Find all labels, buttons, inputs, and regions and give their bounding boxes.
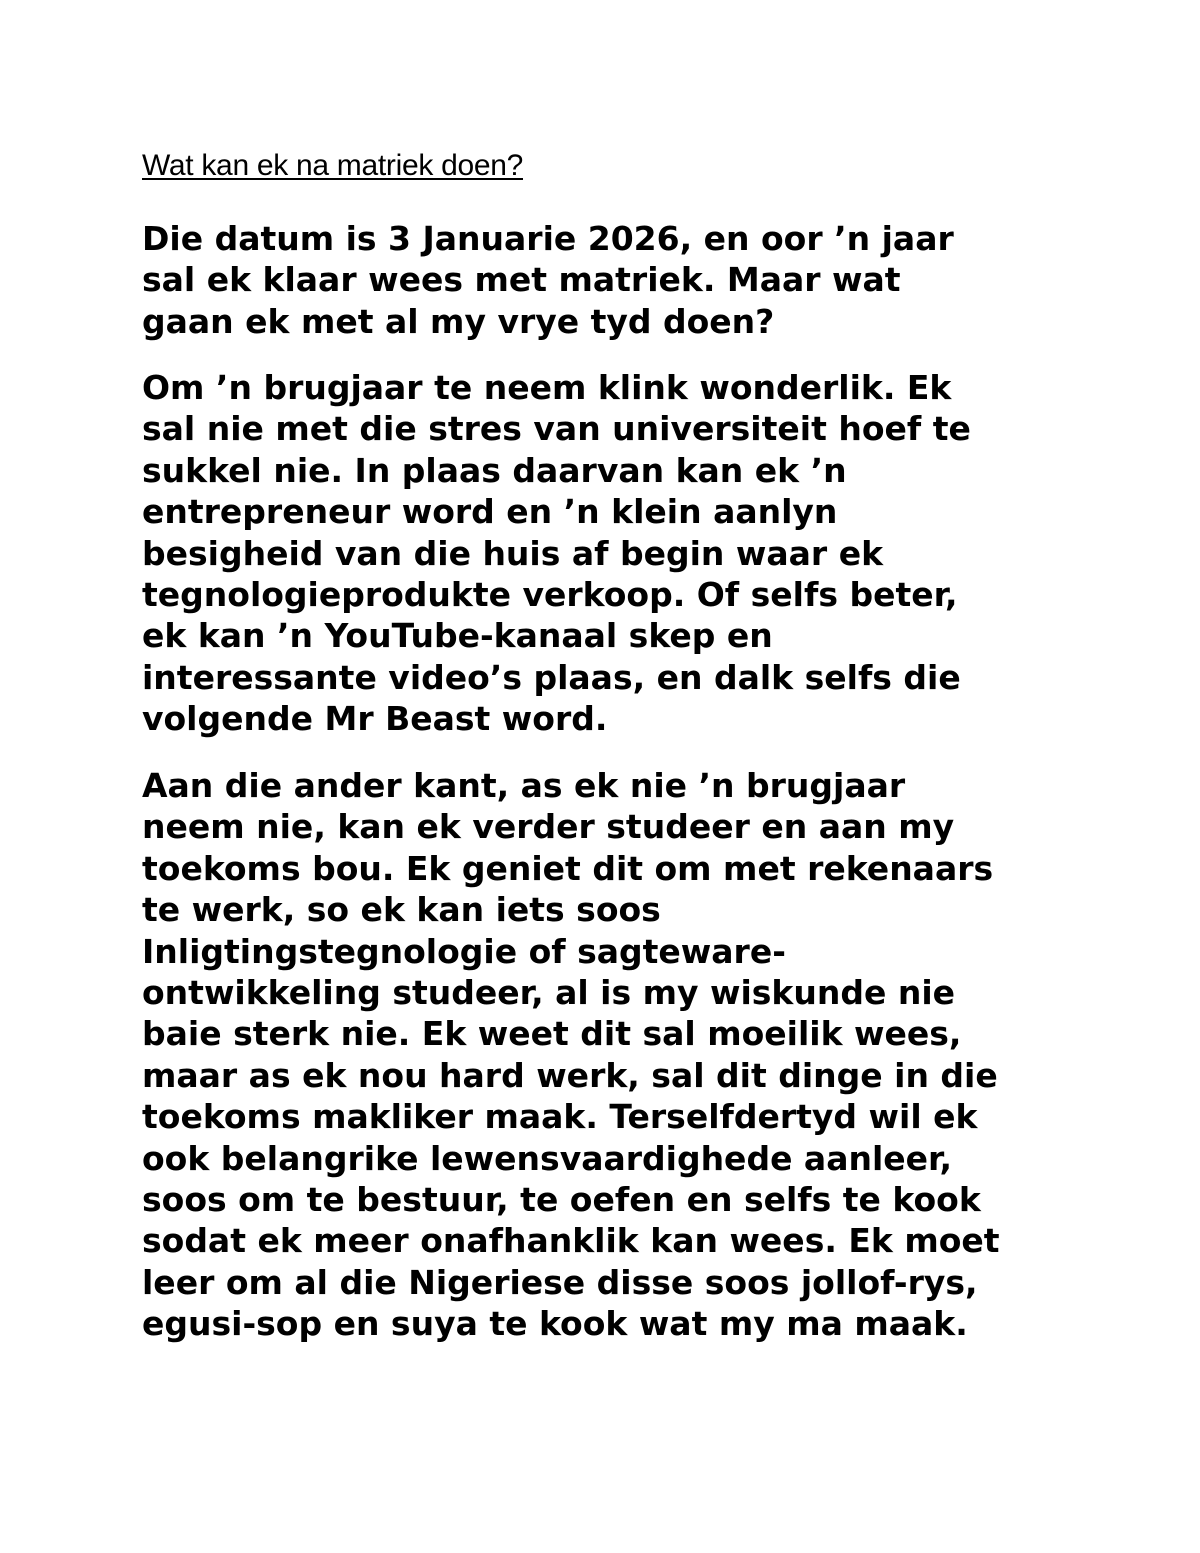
text-line: ontwikkeling studeer, al is my wiskunde nie [142, 973, 956, 1013]
text-line: sal ek klaar wees met matriek. Maar wat [142, 260, 901, 300]
text-line: sodat ek meer onafhanklik kan wees. Ek moet [142, 1221, 1000, 1261]
paragraph-gap-year [142, 367, 971, 740]
text-line: soos om te bestuur, te oefen en selfs te kook [142, 1180, 981, 1220]
text-line: sal nie met die stres van universiteit hoef te [142, 409, 971, 449]
text-line: toekoms makliker maak. Terselfdertyd wil ek [142, 1097, 978, 1137]
paragraph-intro [142, 218, 954, 342]
text-line: baie sterk nie. Ek weet dit sal moeilik wees, [142, 1014, 962, 1054]
text-line: sukkel nie. In plaas daarvan kan ek ’n [142, 450, 847, 490]
text-line: Inligtingstegnologie of sagteware- [142, 931, 786, 971]
paragraph-further-study [142, 765, 1000, 1345]
text-line: tegnologieprodukte verkoop. Of selfs beter, [142, 575, 958, 615]
text-line: leer om al die Nigeriese disse soos jollof-rys, [142, 1262, 978, 1302]
document-title: Wat kan ek na matriek doen? [142, 149, 523, 182]
text-line: ek kan ’n YouTube-kanaal skep en [142, 616, 773, 656]
text-line: Die datum is 3 Januarie 2026, en oor ’n jaar [142, 219, 954, 258]
text-line: gaan ek met al my vrye tyd doen? [142, 301, 775, 341]
text-line: Om ’n brugjaar te neem klink wonderlik. Ek [142, 368, 952, 407]
text-line: toekoms bou. Ek geniet dit om met rekenaars [142, 848, 994, 888]
text-line: neem nie, kan ek verder studeer en aan my [142, 807, 955, 847]
text-line: Aan die ander kant, as ek nie ’n brugjaar [142, 766, 906, 805]
text-line: besigheid van die huis af begin waar ek [142, 533, 884, 573]
text-line: egusi-sop en suya te kook wat my ma maak. [142, 1304, 968, 1344]
text-line: te werk, so ek kan iets soos [142, 890, 661, 930]
text-line: ook belangrike lewensvaardighede aanleer, [142, 1138, 952, 1178]
text-line: maar as ek nou hard werk, sal dit dinge in die [142, 1055, 998, 1095]
text-line: volgende Mr Beast word. [142, 699, 608, 739]
text-line: entrepreneur word en ’n klein aanlyn [142, 492, 838, 532]
text-line: interessante video’s plaas, en dalk selfs die [142, 657, 961, 697]
